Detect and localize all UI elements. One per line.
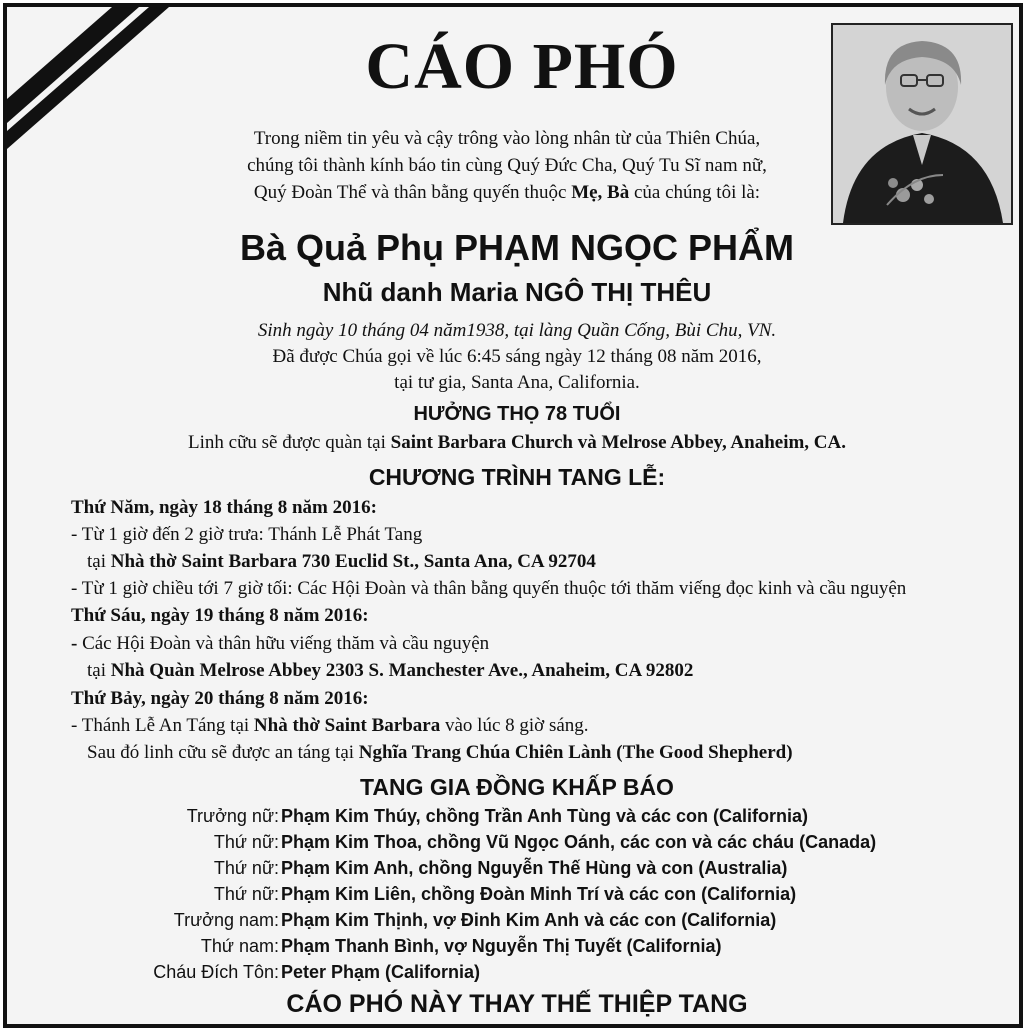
- member-label: Thứ nữ:: [213, 884, 279, 904]
- intro-line-1: Trong niềm tin yêu và cậy trông vào lòng nhân từ của Thiên Chúa,: [253, 128, 761, 149]
- casket-location: Saint Barbara Church và Melrose Abbey, Anaheim, CA.: [390, 432, 846, 453]
- item-time: vào lúc 8 giờ sáng.: [440, 715, 589, 736]
- maiden-name: Nhũ danh Maria NGÔ THỊ THÊU: [322, 277, 712, 307]
- member-label: Thứ nữ:: [213, 832, 279, 852]
- item-text: - Thánh Lễ An Táng tại: [71, 715, 254, 736]
- intro-line-3-end: của chúng tôi là:: [629, 182, 761, 203]
- member-label: Thứ nữ:: [213, 858, 279, 878]
- family-member: [7, 936, 1024, 962]
- family-member: [7, 962, 1024, 988]
- intro-line-3-text: Quý Đoàn Thể và thân bằng quyến thuộc: [253, 182, 572, 203]
- program-heading: CHƯƠNG TRÌNH TANG LỄ:: [368, 464, 666, 490]
- casket-info: [67, 432, 967, 454]
- death-place: tại tư gia, Santa Ana, California.: [394, 372, 640, 393]
- member-name: Phạm Thanh Bình, vợ Nguyễn Thị Tuyết (California): [281, 936, 722, 956]
- item-cemetery: Nghĩa Trang Chúa Chiên Lành (The Good Shepherd): [358, 742, 793, 763]
- intro-line-3: [187, 179, 827, 206]
- member-name: Phạm Kim Thúy, chồng Trần Anh Tùng và các con (California): [281, 806, 809, 826]
- deceased-name: Bà Quả Phụ PHẠM NGỌC PHẨM: [239, 227, 795, 268]
- program-day-2-item-1: [71, 633, 489, 655]
- portrait-photo: [831, 23, 1013, 225]
- intro-relation: Mẹ, Bà: [571, 182, 630, 203]
- location-address: Nhà thờ Saint Barbara 730 Euclid St., Santa Ana, CA 92704: [110, 551, 596, 572]
- program-day-3-item-2: [87, 742, 793, 764]
- member-label: Cháu Đích Tôn:: [153, 962, 279, 982]
- footer-note: CÁO PHÓ NÀY THAY THẾ THIỆP TANG: [286, 990, 748, 1018]
- member-label: Thứ nam:: [200, 936, 279, 956]
- intro-line-2: chúng tôi thành kính báo tin cùng Quý Đức Cha, Quý Tu Sĩ nam nữ,: [247, 155, 767, 176]
- obituary-card: [3, 3, 1023, 1028]
- member-label: Trưởng nữ:: [186, 806, 279, 826]
- location-prefix: tại: [87, 660, 111, 681]
- family-heading: TANG GIA ĐỒNG KHẤP BÁO: [360, 774, 674, 800]
- family-member: [7, 858, 1024, 884]
- program-day-1-location: [87, 551, 596, 573]
- bullet-dash: -: [71, 633, 78, 654]
- family-member: [7, 910, 1024, 936]
- item-location: Nhà thờ Saint Barbara: [253, 715, 441, 736]
- program-day-3-item-1: [71, 715, 589, 737]
- program-day-1: Thứ Năm, ngày 18 tháng 8 năm 2016:: [71, 497, 377, 518]
- program-day-3: Thứ Bảy, ngày 20 tháng 8 năm 2016:: [71, 688, 369, 709]
- program-day-2-location: [87, 660, 693, 682]
- birth-info: Sinh ngày 10 tháng 04 năm1938, tại làng Quần Cống, Bùi Chu, VN.: [257, 320, 777, 341]
- location-address: Nhà Quàn Melrose Abbey 2303 S. Manchester Ave., Anaheim, CA 92802: [110, 660, 694, 681]
- member-label: Trưởng nam:: [173, 910, 279, 930]
- page-title: CÁO PHÓ: [365, 30, 679, 103]
- member-name: Phạm Kim Thoa, chồng Vũ Ngọc Oánh, các con và các cháu (Canada): [281, 832, 877, 852]
- member-name: Phạm Kim Thịnh, vợ Đinh Kim Anh và các con (California): [281, 910, 777, 930]
- mourning-ribbon-icon: [7, 7, 182, 157]
- casket-text: Linh cữu sẽ được quàn tại: [188, 432, 391, 453]
- member-name: Phạm Kim Anh, chồng Nguyễn Thế Hùng và con (Australia): [281, 858, 788, 878]
- member-name: Peter Phạm (California): [281, 962, 481, 982]
- death-info: Đã được Chúa gọi về lúc 6:45 sáng ngày 12 tháng 08 năm 2016,: [272, 346, 762, 367]
- family-member: [7, 884, 1024, 910]
- age-heading: HƯỞNG THỌ 78 TUỔI: [413, 403, 621, 425]
- program-day-1-item-1: - Từ 1 giờ đến 2 giờ trưa: Thánh Lễ Phát Tang: [71, 524, 423, 545]
- item-text: Sau đó linh cữu sẽ được an táng tại: [87, 742, 359, 763]
- program-day-2-item-text: Các Hội Đoàn và thân hữu viếng thăm và cầu nguyện: [77, 633, 490, 654]
- program-day-1-item-2: - Từ 1 giờ chiều tới 7 giờ tối: Các Hội Đoàn và thân bằng quyến thuộc tới thăm viếng đọc kinh và cầu nguyện: [71, 578, 907, 599]
- family-member: [7, 806, 1024, 832]
- program-day-2: Thứ Sáu, ngày 19 tháng 8 năm 2016:: [71, 605, 369, 626]
- intro-paragraph: [187, 125, 827, 206]
- member-name: Phạm Kim Liên, chồng Đoàn Minh Trí và các con (California): [281, 884, 797, 904]
- family-member: [7, 832, 1024, 858]
- location-prefix: tại: [87, 551, 111, 572]
